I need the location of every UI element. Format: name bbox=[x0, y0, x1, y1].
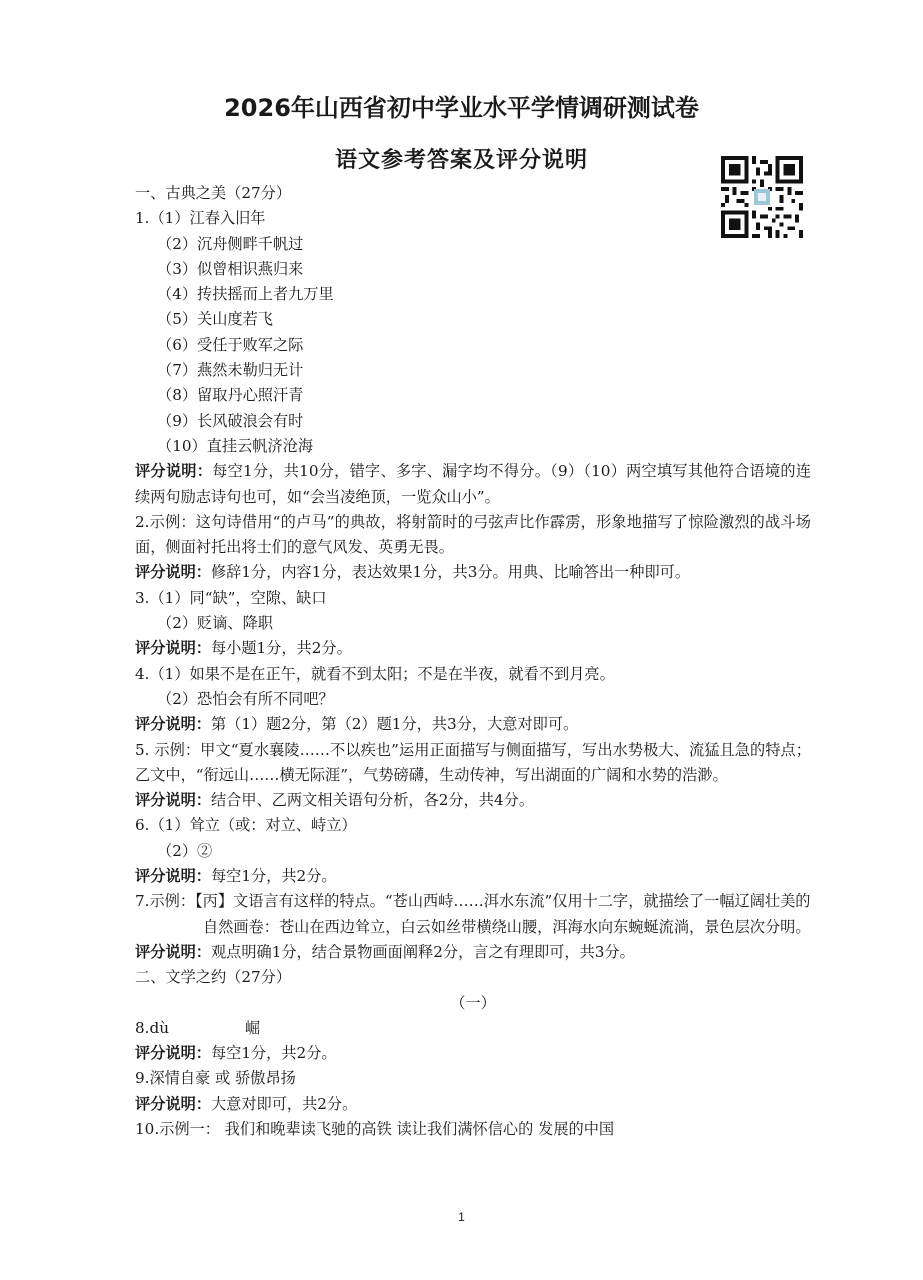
answer-line: （6）受任于败军之际 bbox=[157, 335, 304, 354]
scoring-note bbox=[135, 1041, 811, 1066]
scoring-note-text: 观点明确1分，结合景物画面阐释2分，言之有理即可，共3分。 bbox=[210, 942, 635, 961]
answer-line: 4.（1）如果不是在正午，就看不到太阳；不是在半夜，就看不到月亮。 bbox=[135, 664, 615, 683]
scoring-note-label: 评分说明： bbox=[135, 942, 211, 961]
scoring-note bbox=[135, 712, 811, 737]
scoring-note-text: 修辞1分，内容1分，表达效果1分，共3分。用典、比喻答出一种即可。 bbox=[210, 563, 691, 582]
scoring-note-text: 大意对即可，共2分。 bbox=[210, 1094, 358, 1113]
answer-line: （2）沉舟侧畔千帆过 bbox=[157, 234, 304, 253]
answer-line: （8）留取丹心照汗青 bbox=[157, 386, 304, 405]
answer-line: 3.（1）同“缺”，空隙、缺口 bbox=[135, 588, 327, 607]
answer-line: 5. 示例：甲文“夏水襄陵……不以疾也”运用正面描写与侧面描写，写出水势极大、流猛且急的特点；乙文中，“衔远山……横无际涯”，气势磅礴，生动传神，写出湖面的广阔和水势的浩渺。 bbox=[135, 740, 811, 784]
answer-line: （3）似曾相识燕归来 bbox=[157, 259, 304, 278]
scoring-note bbox=[135, 864, 811, 889]
scoring-note-label: 评分说明： bbox=[135, 1094, 211, 1113]
answer-line: （2）② bbox=[157, 841, 213, 860]
answer-line: 2.示例：这句诗借用“的卢马”的典故，将射箭时的弓弦声比作霹雳，形象地描写了惊险激烈的战斗场面，侧面衬托出将士们的意气风发、英勇无畏。 bbox=[135, 512, 811, 557]
scoring-note-text: 每小题1分，共2分。 bbox=[210, 639, 352, 658]
answer-line: 9.深情自豪 或 骄傲昂扬 bbox=[135, 1069, 296, 1088]
page-subtitle: 语文参考答案及评分说明 bbox=[334, 148, 588, 173]
scoring-note-label: 评分说明： bbox=[135, 462, 213, 481]
scoring-note-label: 评分说明： bbox=[135, 1044, 211, 1063]
section-heading: 二、文学之约（27分） bbox=[135, 968, 292, 987]
scoring-note-label: 评分说明： bbox=[135, 563, 211, 582]
scoring-note-label: 评分说明： bbox=[135, 867, 211, 886]
page-number: 1 bbox=[458, 1210, 465, 1224]
answer-line: 1.（1）江春入旧年 bbox=[135, 209, 266, 228]
scoring-note bbox=[135, 636, 811, 661]
answer-line: 10.示例一： 我们和晚辈读飞驰的高铁 读让我们满怀信心的 发展的中国 bbox=[135, 1119, 615, 1138]
scoring-note bbox=[135, 940, 811, 965]
scoring-note bbox=[135, 788, 811, 813]
scoring-note-label: 评分说明： bbox=[135, 791, 211, 810]
scoring-note-text: 第（1）题2分，第（2）题1分，共3分，大意对即可。 bbox=[210, 715, 579, 734]
scoring-note-text: 每空1分，共2分。 bbox=[210, 867, 337, 886]
scoring-note bbox=[135, 459, 811, 510]
scoring-note-text: 结合甲、乙两文相关语句分析，各2分，共4分。 bbox=[210, 791, 535, 810]
scoring-note bbox=[135, 1092, 811, 1117]
scoring-note-label: 评分说明： bbox=[135, 639, 211, 658]
scoring-note-label: 评分说明： bbox=[135, 715, 211, 734]
subsection-heading: （一） bbox=[450, 993, 496, 1012]
answer-line: （5）关山度若飞 bbox=[157, 310, 273, 329]
answer-line: （2）恐怕会有所不同吧？ bbox=[157, 689, 334, 708]
answer-line: （7）燕然未勒归无计 bbox=[157, 361, 304, 380]
page-title: 2026年山西省初中学业水平学情调研测试卷 bbox=[224, 94, 699, 122]
answer-line: 8.dù 崛 bbox=[135, 1018, 261, 1037]
scoring-note-text: 每空1分，共10分，错字、多字、漏字均不得分。（9）（10）两空填写其他符合语境的连续两句励志诗句也可，如“会当凌绝顶，一览众山小”。 bbox=[135, 462, 812, 506]
scoring-note bbox=[135, 560, 811, 585]
answer-line: （4）抟扶摇而上者九万里 bbox=[157, 285, 334, 304]
answer-line: （9）长风破浪会有时 bbox=[157, 411, 304, 430]
answer-body bbox=[135, 181, 811, 1142]
answer-line: 7.示例：【丙】文语言有这样的特点。“苍山西峙……洱水东流”仅用十二字，就描绘了一幅辽阔壮美的自然画卷：苍山在西边耸立，白云如丝带横绕山腰，洱海水向东蜿蜒流淌，景色层次分明。 bbox=[135, 892, 811, 936]
answer-line: 6.（1）耸立（或：对立、峙立） bbox=[135, 816, 357, 835]
answer-line: （2）贬谪、降职 bbox=[157, 614, 273, 633]
section-heading: 一、古典之美（27分） bbox=[135, 184, 292, 202]
answer-line: （10）直挂云帆济沧海 bbox=[157, 436, 314, 455]
scoring-note-text: 每空1分，共2分。 bbox=[210, 1044, 337, 1063]
